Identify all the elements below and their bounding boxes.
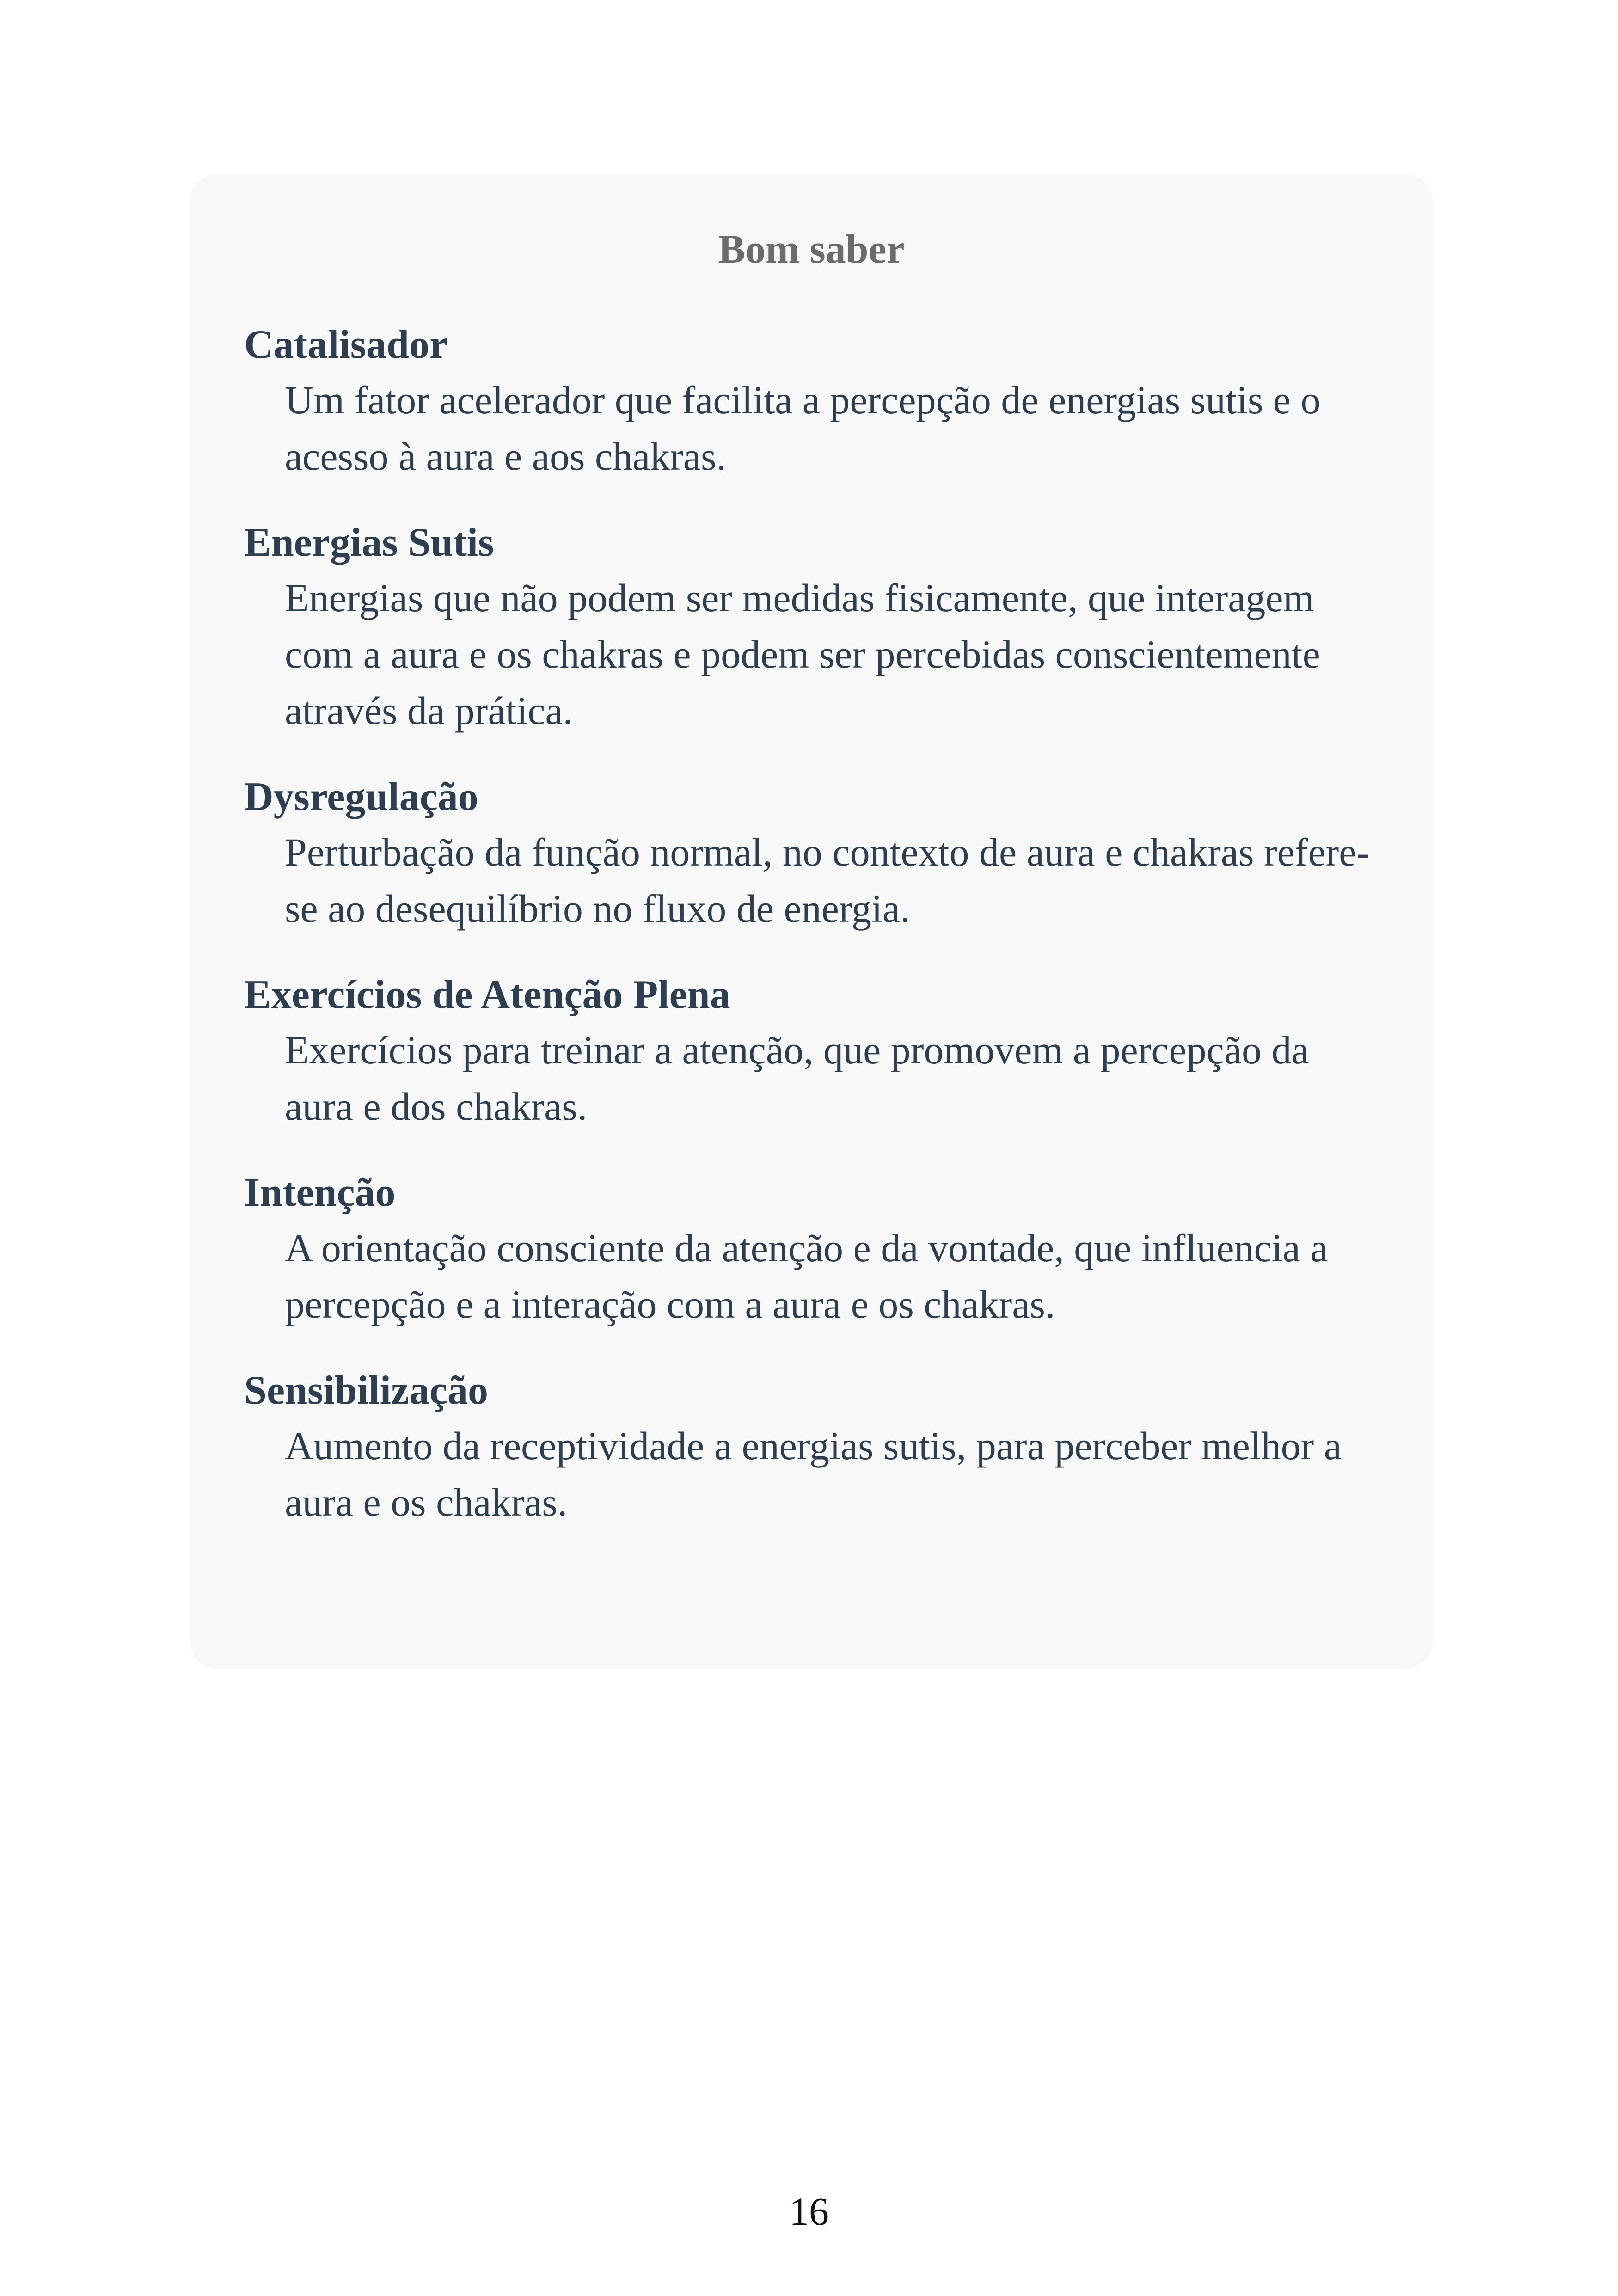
glossary-definition: Perturbação da função normal, no contexto de aura e chakras refere-se ao desequilíbrio no fluxo de energia. [285,830,1370,931]
glossary-entry [244,522,1379,739]
info-box [190,174,1433,1669]
glossary-definition: Exercícios para treinar a atenção, que promovem a percepção da aura e dos chakras. [285,1028,1309,1129]
glossary-definition: Energias que não podem ser medidas fisicamente, que interagem com a aura e os chakras e podem ser percebidas conscientemente através da prática. [285,576,1320,733]
glossary-term: Intenção [244,1170,396,1215]
glossary-definition: A orientação consciente da atenção e da vontade, que influencia a percepção e a interação com a aura e os chakras. [285,1226,1328,1326]
glossary-definition: Um fator acelerador que facilita a percepção de energias sutis e o acesso à aura e aos chakras. [285,378,1321,479]
box-title: Bom saber [718,227,905,272]
glossary-term: Energias Sutis [244,520,494,565]
glossary-term: Exercícios de Atenção Plena [244,972,730,1017]
glossary-definition: Aumento da receptividade a energias sutis, para perceber melhor a aura e os chakras. [285,1424,1342,1524]
glossary-entry [244,322,1379,485]
glossary-entry [244,1370,1379,1530]
page-number: 16 [789,2189,829,2234]
glossary-term: Catalisador [244,322,447,367]
glossary-entry [244,774,1379,937]
glossary-entry [244,1170,1379,1332]
glossary-term: Dysregulação [244,774,478,819]
glossary-entry [244,972,1379,1135]
glossary-term: Sensibilização [244,1368,489,1413]
